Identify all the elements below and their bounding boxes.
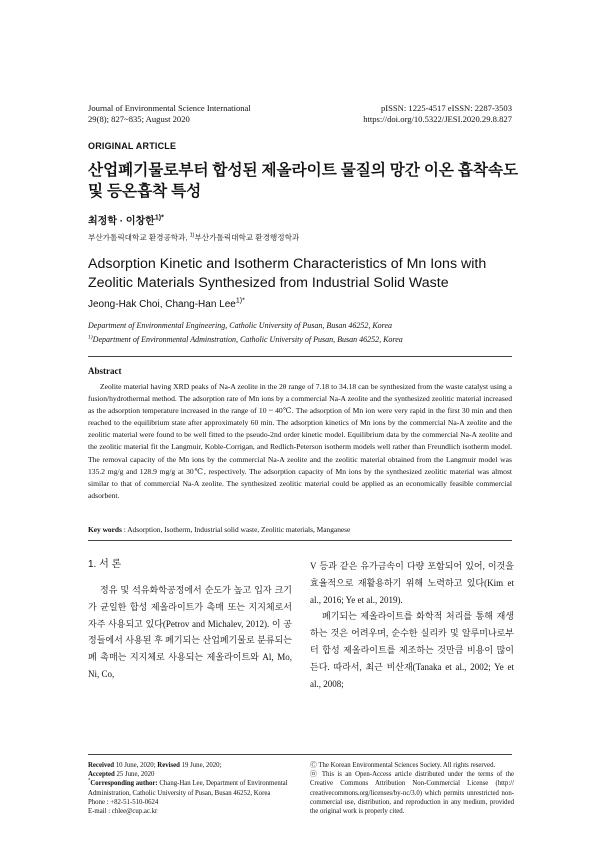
affiliation-english-2-sup: 1): [88, 334, 93, 341]
divider-top: [88, 356, 512, 357]
copyright: Ⓒ The Korean Environmental Sciences Society. All rights reserved.: [310, 762, 496, 769]
title-english: Adsorption Kinetic and Isotherm Characteristics of Mn Ions with Zeolitic Materials Synthesized from Industrial Solid Waste: [88, 256, 487, 291]
revised-label: Revised: [157, 762, 180, 769]
authors-english: [88, 299, 245, 310]
keywords: [88, 525, 512, 534]
doi-link[interactable]: https://doi.org/10.5322/JESI.2020.29.8.827: [363, 114, 512, 124]
section-heading-intro: 1. 서 론: [88, 559, 122, 570]
divider-footnote: [88, 754, 512, 755]
affiliation-korean-2: 부산가톨릭대학교 환경행정학과: [194, 233, 300, 242]
issn: pISSN: 1225-4517 eISSN: 2287-3503: [380, 103, 512, 113]
authors-korean-names: 최정학 · 이창한: [88, 216, 155, 227]
authors-english-names: Jeong-Hak Choi, Chang-Han Lee: [88, 299, 236, 310]
affiliation-english: [88, 319, 403, 347]
footnote-right: [310, 761, 514, 816]
column-left: [88, 558, 292, 683]
authors-english-sup: 1)*: [235, 297, 245, 305]
affiliation-korean-sup: 1): [189, 232, 195, 239]
keywords-label: Key words: [88, 525, 122, 534]
abstract-body: Zeolite material having XRD peaks of Na-A zeolite in the 2θ range of 7.18 to 34.18 can be synthesized from the waste catalyst using a fusion/hydrothermal method. The adsorption rate of Mn ions by a commercial Na-A zeolite and the synthesized zeolitic material increased as the adsorption temperature increased in the range of 10 ~ 40℃. The adsorption of Mn ion were very rapid in the first 30 min and then reached to the equilibrium state after approximately 60 min. The adsorption kinetics of Mn ions by the commercial Na-A zeolite and the zeolitic material were found to be well fitted to the pseudo-2nd order kinetic model. Equilibrium data by the commercial Na-A zeolite and the zeolitic material fit the Langmuir, Koble-Corrigan, and Redlich-Peterson isotherm models well rather than Freundlich isotherm model. The removal capacity of the Mn ions by the commercial Na-A zeolite and the zeolitic material obtained from the Langmuir model was 135.2 mg/g and 128.9 mg/g at 30℃, respectively. The adsorption capacity of Mn ions by the synthesized zeolitic material was almost similar to that of commercial Na-A zeolite. The synthesized zeolitic material could be applied as an economically feasible commercial adsorbent.: [88, 382, 512, 500]
intro-paragraph-1-cont: V 등과 같은 유가금속이 다량 포함되어 있어, 이것을 효율적으로 재활용하기 위해 노력하고 있다(Kim et al., 2016; Ye et al., 2019).: [310, 561, 514, 605]
affiliation-english-2: Department of Environmental Adminstration, Catholic University of Pusan, Busan 46252, Korea: [92, 335, 403, 344]
footnote-left: [88, 761, 300, 816]
revised-date: 19 June, 2020;: [179, 762, 222, 769]
journal-header-right: [363, 103, 512, 125]
corresponding-label: Corresponding author:: [90, 780, 158, 788]
dates-line-2: [88, 770, 300, 779]
accepted-date: 25 June, 2020: [114, 771, 155, 779]
email[interactable]: E-mail : chlee@cup.ac.kr: [88, 808, 158, 816]
affiliation-english-1: Department of Environmental Engineering, Catholic University of Pusan, Busan 46252, Korea: [88, 321, 393, 330]
authors-korean-sup: 1)*: [154, 214, 164, 222]
volume-pages: 29(8); 827~835; August 2020: [88, 114, 190, 124]
authors-korean: [88, 212, 164, 227]
abstract-heading: Abstract: [88, 366, 122, 376]
journal-header-left: [88, 103, 251, 125]
keywords-text: : Adsorption, Isotherm, Industrial solid waste, Zeolitic materials, Manganese: [121, 525, 351, 534]
intro-paragraph-2: 폐기되는 제올라이트를 화학적 처리를 통해 재생하는 것은 어려우며, 순수한 실리카 및 알루미나로부터 합성 제올라이트를 제조하는 것만큼 비용이 많이 든다. 따라서, 최근 비산재(Tanaka et al., 2002; Ye et al., 2008;: [310, 611, 514, 689]
article-type: ORIGINAL ARTICLE: [88, 141, 177, 151]
phone: Phone : +82-51-510-0624: [88, 798, 159, 806]
journal-name: Journal of Environmental Science International: [88, 103, 251, 113]
affiliation-english-2-wrap: [88, 333, 403, 347]
divider-mid: [88, 540, 512, 541]
affiliation-korean: [88, 232, 299, 243]
received-label: Received: [88, 762, 115, 769]
corresponding-author: *Corresponding author: Chang-Han Lee, Department of Environmental Administration, Catholic University of Pusan, Busan 46252, Korea: [88, 779, 288, 797]
title-korean: 산업폐기물로부터 합성된 제올라이트 물질의 망간 이온 흡착속도 및 등온흡착 특성: [88, 162, 519, 200]
affiliation-korean-1: 부산가톨릭대학교 환경공학과,: [88, 233, 190, 242]
corresponding-text: Chang-Han Lee, Department of Environmental Administration, Catholic University of Pusan, Busan 46252, Korea: [88, 780, 288, 797]
dates-line-1: [88, 761, 300, 770]
column-right: [310, 558, 514, 692]
intro-paragraph-1: 정유 및 석유화학공정에서 순도가 높고 입자 크기가 균일한 합성 제올라이트가 촉매 또는 지지체로서 자주 사용되고 있다(Petrov and Michalev, 2012). 이 공정들에서 사용된 후 폐기되는 산업폐기물로 분류되는 폐 촉매는 지지체로 사용되는 제올라이트와 Al, Mo, Ni, Co,: [88, 585, 292, 679]
license: ㉧ This is an Open-Access article distributed under the terms of the Creative Commons Attribution Non-Commercial License (http:// creativecommons.org/licenses/by-nc/3.0) which permits unrestricted non-commercial use, distribution, and reproduction in any medium, provided the original work is properly cited.: [310, 771, 514, 816]
accepted-label: Accepted: [88, 771, 115, 779]
received-date: 10 June, 2020;: [114, 762, 158, 769]
